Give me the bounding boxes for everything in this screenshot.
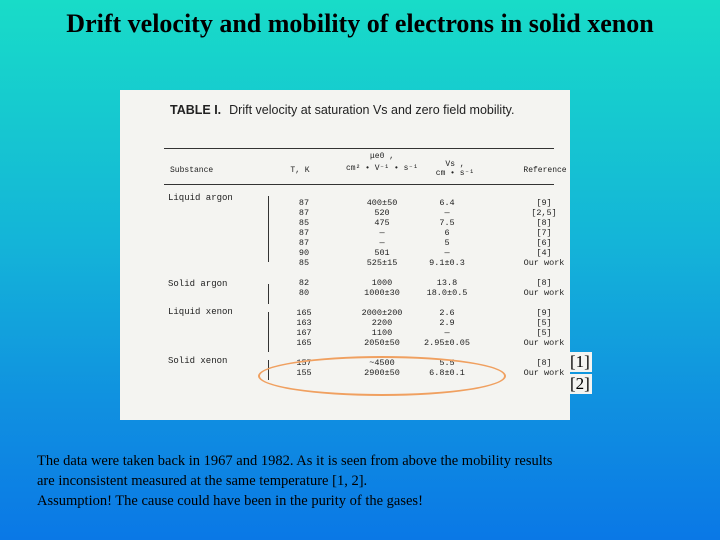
- header-substance: Substance: [170, 166, 214, 175]
- column-velocity: 6.4 — 7.5 6 5 — 9.1±0.3 13.8 18.0±0.5 2.6 2.9 — 2.95±0.05 5.5 6.8±0.1: [424, 198, 470, 378]
- substance-solid-xenon: Solid xenon: [168, 356, 228, 366]
- header-reference: Reference: [523, 166, 567, 175]
- header-mobility-units: cm² • V⁻¹ • s⁻¹: [345, 164, 419, 173]
- substance-liquid-xenon: Liquid xenon: [168, 307, 233, 317]
- body-line: are inconsistent measured at the same temperature [1, 2].: [37, 473, 368, 489]
- header-mobility-symbol: μe0 ,: [369, 152, 394, 161]
- body-line: The data were taken back in 1967 and 1982. As it is seen from above the mobility results: [37, 453, 553, 469]
- header-velocity: [410, 160, 500, 178]
- table-rule-top: [164, 148, 554, 149]
- group-brace: [268, 284, 269, 304]
- body-text: [37, 451, 707, 511]
- table-caption: [170, 102, 570, 118]
- body-line: Assumption! The cause could have been in the purity of the gases!: [37, 493, 423, 509]
- ref-mark-1: [1]: [570, 352, 590, 371]
- table-label: TABLE I.: [170, 103, 222, 117]
- highlight-oval: [258, 356, 506, 396]
- slide-title: Drift velocity and mobility of electrons in solid xenon: [66, 9, 654, 38]
- group-brace: [268, 312, 269, 352]
- scanned-table-image: [120, 90, 590, 420]
- group-brace: [268, 196, 269, 262]
- column-temperature: 87 87 85 87 87 90 85 82 80 165 163 167 165 157 155: [296, 198, 312, 378]
- column-reference: [9] [2,5] [8] [7] [6] [4] Our work [8] Our work [9] [5] [5] Our work [8] Our work: [523, 198, 565, 378]
- header-temperature: T, K: [290, 166, 310, 175]
- header-velocity-units: cm • s⁻¹: [435, 169, 475, 178]
- table-caption-text: Drift velocity at saturation Vs and zero field mobility.: [229, 103, 515, 117]
- substance-solid-argon: Solid argon: [168, 279, 228, 289]
- table-rule-header: [164, 184, 554, 185]
- substance-liquid-argon: Liquid argon: [168, 193, 233, 203]
- header-velocity-symbol: Vs ,: [445, 160, 465, 169]
- column-mobility: 400±50 520 475 — — 501 525±15 1000 1000±30 2000±200 2200 1100 2050±50 ~4500 2900±50: [361, 198, 403, 378]
- ref-mark-2: [2]: [570, 374, 590, 393]
